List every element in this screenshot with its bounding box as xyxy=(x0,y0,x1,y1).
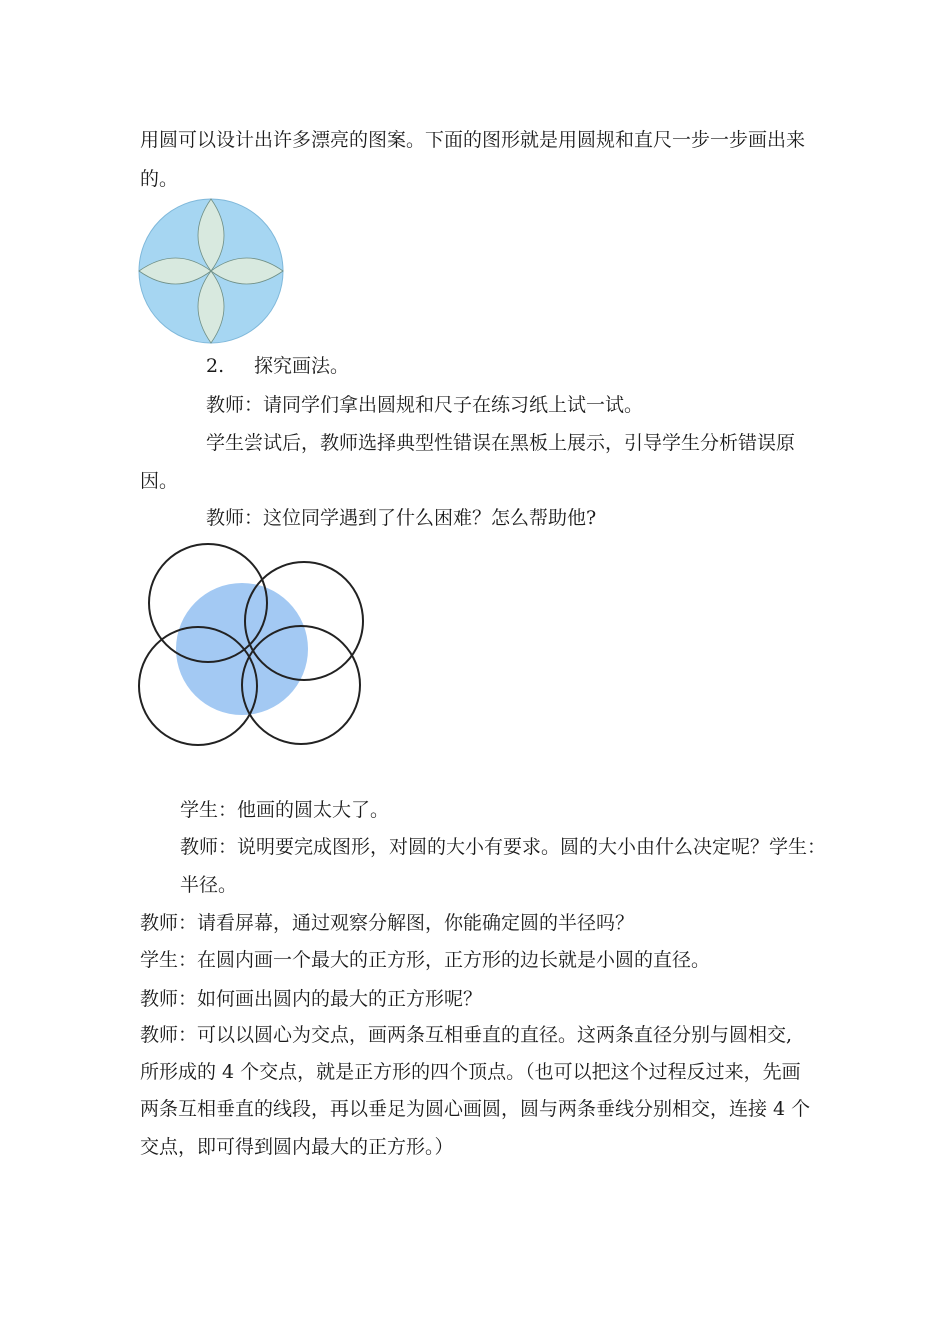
step-heading xyxy=(206,353,349,379)
flower-figure xyxy=(137,196,285,346)
intro-line-2: 的。 xyxy=(140,168,179,190)
step-number: 2. xyxy=(206,355,225,377)
teacher-line-1: 教师：请同学们拿出圆规和尺子在练习纸上试一试。 xyxy=(206,394,644,416)
student-reply-1: 学生：他画的圆太大了。 xyxy=(180,799,390,821)
teacher-line-6b: 所形成的 4 个交点，就是正方形的四个顶点。（也可以把这个过程反过来，先画 xyxy=(140,1061,801,1083)
student-try-line-1: 学生尝试后，教师选择典型性错误在黑板上展示，引导学生分析错误原 xyxy=(206,432,796,454)
teacher-line-6a: 教师：可以以圆心为交点，画两条互相垂直的直径。这两条直径分别与圆相交, xyxy=(140,1024,793,1046)
teacher-line-3b: 半径。 xyxy=(180,874,238,896)
teacher-line-6c: 两条互相垂直的线段，再以垂足为圆心画圆，圆与两条垂线分别相交，连接 4 个 xyxy=(140,1098,811,1120)
teacher-line-3a: 教师：说明要完成图形，对圆的大小有要求。圆的大小由什么决定呢？学生： xyxy=(180,836,827,858)
teacher-line-5: 教师：如何画出圆内的最大的正方形呢？ xyxy=(140,988,483,1010)
wrong-drawing-figure xyxy=(136,538,368,750)
teacher-line-6d: 交点，即可得到圆内最大的正方形。） xyxy=(140,1136,454,1158)
teacher-line-2: 教师：这位同学遇到了什么困难？怎么帮助他? xyxy=(206,507,597,529)
intro-line-1: 用圆可以设计出许多漂亮的图案。下面的图形就是用圆规和直尺一步一步画出来 xyxy=(140,129,806,151)
student-try-line-2: 因。 xyxy=(140,470,179,492)
student-reply-2: 学生：在圆内画一个最大的正方形，正方形的边长就是小圆的直径。 xyxy=(140,949,711,971)
step-title: 探究画法。 xyxy=(254,355,350,377)
teacher-line-4: 教师：请看屏幕，通过观察分解图，你能确定圆的半径吗？ xyxy=(140,912,635,934)
